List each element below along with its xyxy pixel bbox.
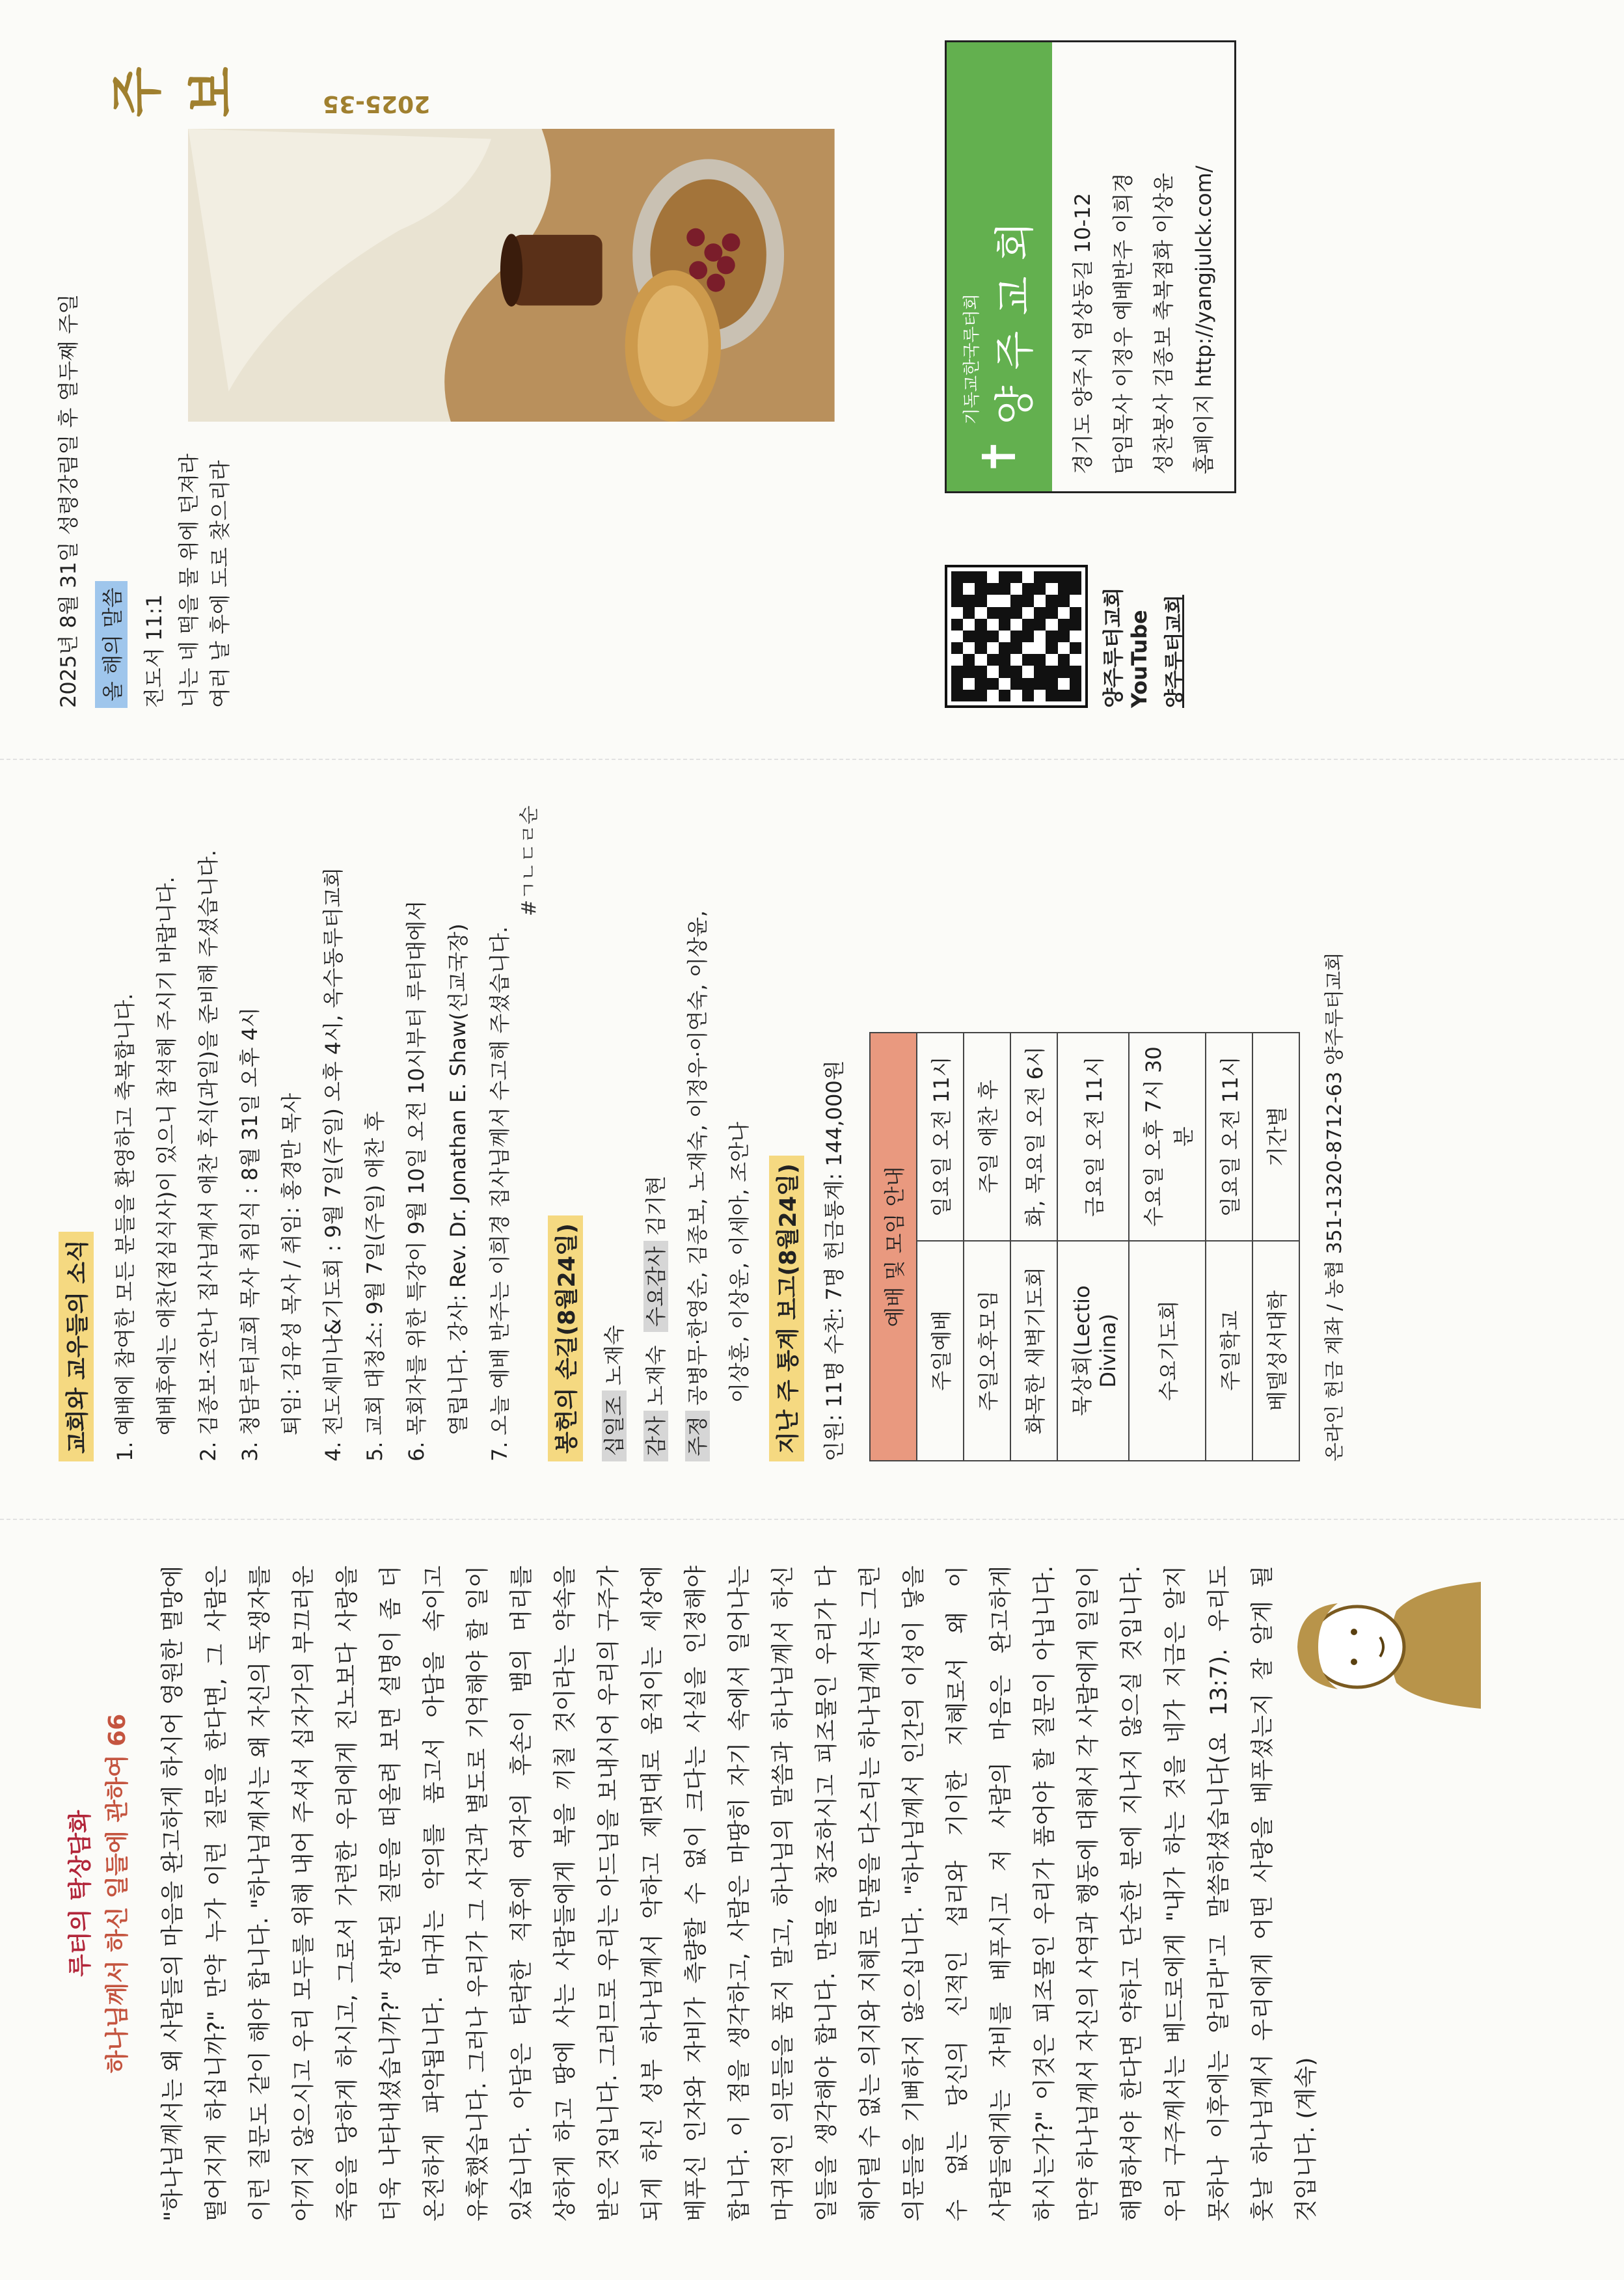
denomination: 기독교한국루터회: [962, 293, 982, 425]
church-deacons: 성찬봉사 김종보 축복점화 이상윤: [1151, 172, 1176, 474]
offering-list: [593, 806, 760, 1461]
table-row: 주일예배 일요일 오전 11시: [917, 1033, 964, 1461]
table-row: 묵상회(Lectio Divina) 금요일 오전 11시: [1057, 1033, 1129, 1461]
table-row: 베델성서대학 기간별: [1252, 1033, 1299, 1461]
youtube-label[interactable]: 양주루터교회 YouTube: [1101, 587, 1152, 708]
list-item: 1. 예배에 참여한 모든 분들을 환영하고 축복합니다.: [113, 993, 137, 1461]
list-item: 열립니다. 강사: Rev. Dr. Jonathan E. Shaw(선교국장): [446, 923, 470, 1435]
church-name: 양주교회: [991, 206, 1038, 425]
verse-text: 너는 네 떡을 물 위에 던져라 여러 날 후에 도로 찾으리라: [176, 454, 232, 708]
cover-panel: [0, 0, 1624, 760]
church-underline-label: 양주루터교회: [1163, 595, 1186, 708]
luther-portrait-icon: [1286, 1566, 1481, 1728]
list-item: 3. 청담루터교회 목사 취임식 : 8월 31일 오후 4시: [237, 1007, 262, 1461]
news-heading: 교회와 교우들의 소식: [59, 1232, 94, 1461]
worship-schedule-table: [869, 1032, 1300, 1461]
stats-line: 인원: 11명 수찬: 7명 헌금통계: 144,000원: [822, 1060, 846, 1461]
church-homepage[interactable]: 홈페이지 http://yangjulck.com/: [1191, 165, 1216, 474]
bulletin-header: [95, 39, 928, 117]
list-item: 4. 전도세미나&기도회 : 9월 7일(주일) 오후 4시, 옥수동루터교회: [321, 867, 345, 1461]
offering-heading: 봉헌의 손길(8월24일): [548, 1215, 583, 1461]
church-card-header: [947, 42, 1052, 491]
church-info: [945, 39, 1236, 708]
list-item: 이상훈, 이상운, 이세아, 조안나: [727, 1122, 751, 1403]
verse-reference: 전도서 11:1: [142, 594, 167, 708]
table-row: 화목한 새벽기도회 화, 목요일 오전 6시: [1010, 1033, 1057, 1461]
table-title: 예배 및 모임 안내: [870, 1033, 917, 1461]
list-item: 주정공병무·한영순, 김종보, 노재숙, 이정우·이연숙, 이상윤,: [677, 806, 718, 1461]
list-item: 2. 김종보·조안나 집사님께서 애찬 후식(과일)을 준비해 주셨습니다.: [196, 850, 221, 1461]
list-item: 십일조노재숙: [593, 806, 635, 1461]
table-talk-panel: [0, 1520, 1624, 2280]
communion-photo: [95, 129, 928, 422]
list-item: 5. 교회 대청소: 9월 7일(주일) 애찬 후: [362, 1111, 387, 1461]
table-row: 주일학교 일요일 오전 11시: [1206, 1033, 1252, 1461]
table-talk-title: 루터의 탁상담화: [67, 1810, 94, 1977]
table-talk-body: "하나님께서는 왜 사람들의 마음을 완고하게 하시어 영원한 멸망에 떨어지게 하십니까?" 만약 누가 이런 질문을 한다면, 그 사람은 이런 질문도 같이 해야 합니다. "하나님께서는 왜 자신의 독생자를 아끼지 않으시고 우리 모두를 위해 내어 주셔서 십자가의 부끄러운 죽음을 당하게 하시고, 그로서 가련한 우리에게 진노보다 사랑을 더욱 나타내셨습니까?" 상반된 질문을 떠올려 보면 설명이 좀 더 온전하게 파악됩니다. 마귀는 악의를 품고서 아담을 속이고 유혹했습니다. 그러나 우리가 그 사건과 별도로 기억해야 할 일이 있습니다. 아담은 타락한 직후에 여자의 후손이 뱀의 머리를 상하게 하고 땅에 사는 사람들에게 복을 끼칠 것이라는 약속을 받은 것입니다. 그러므로 우리는 아드님을 보내시어 우리의 구주가 되게 하신 성부 하나님께서 악하고 제멋대로 움직이는 세상에 베푸신 인자와 자비가 측량할 수 없이 크다는 사실을 인정해야 합니다. 이 점을 생각하고, 사람은 마땅히 자기 속에서 일어나는 마귀적인 의문들을 품지 말고, 하나님의 말씀과 하나님께서 하신 일들을 생각해야 합니다. 만물을 창조하시고 피조물인 우리가 다 헤아릴 수 없는 의지와 지혜로 만물을 다스리는 하나님께서는 그런 의문들을 기뻐하지 않으십니다. "하나님께서 인간의 이성이 닿을 수 없는 당신의 신적인 섭리와 기이한 지혜로서 왜 이 사람들에게는 자비를 베푸시고 저 사람의 마음은 완고하게 하시는가?" 이것은 피조물인 우리가 품어야 할 질문이 아닙니다. 만약 하나님께서 자신의 사역과 행동에 대해서 각 사람에게 일일이 해명하셔야 한다면 약하고 단순한 분에 지나지 않으실 것입니다. 우리 구주께서는 베드로에게 "내가 하는 것을 네가 지금은 알지 못하나 이후에는 알리라"고 말씀하셨습니다(요 13:7). 우리도 훗날 하나님께서 우리에게 어떤 사랑을 베푸셨는지 잘 알게 될 것입니다. (계속): [160, 1566, 1320, 2221]
table-talk-subtitle: 하나님께서 하신 일들에 관하여 66: [104, 1713, 131, 2074]
qr-code-icon[interactable]: [945, 565, 1088, 708]
list-item: 6. 목회자를 위한 특강이 9월 10일 오전 10시부터 루터대에서: [404, 900, 429, 1461]
list-item: 7. 오늘 예배 반주는 이희경 집사님께서 수고해 주셨습니다.: [487, 926, 512, 1461]
news-list: [104, 806, 521, 1461]
list-item: 퇴임: 김유성 목사 / 취임: 홍경만 목사: [279, 1092, 304, 1435]
news-panel: [0, 760, 1624, 1520]
stats-heading: 지난 주 통계 보고(8월24일): [769, 1156, 804, 1461]
youtube-block: [945, 513, 1187, 708]
list-item: 예배후에는 애찬(점심식사)이 있으니 참석해 주시기 바랍니다.: [154, 876, 179, 1435]
bulletin-number: 2025-35: [323, 90, 431, 117]
offering-account: 온라인 헌금 계좌 / 농협 351-1320-8712-63 양주루터교회: [1323, 952, 1346, 1461]
church-card: [945, 40, 1236, 493]
table-row: 주일오후모임 주일 애찬 후: [964, 1033, 1010, 1461]
bulletin-title: 주보: [107, 66, 242, 117]
church-card-body: [1052, 42, 1234, 491]
cover-hero: [95, 39, 928, 708]
service-date: 2025년 8월 31일 성령강림일 후 열두째 주일: [56, 293, 81, 708]
church-pastor: 담임목사 이정우 예배반주 이희경: [1111, 172, 1135, 474]
verse-tag: 올 해의 말씀: [95, 581, 128, 708]
year-verse: [95, 428, 928, 708]
church-address: 경기도 양주시 엄상동길 10-12: [1070, 193, 1095, 474]
cross-icon: ✝: [973, 437, 1026, 476]
list-item: 감사노재숙 수요감사김기현: [635, 806, 677, 1461]
hashtag-note: #ㄱㄴㄷㄹ순: [518, 806, 541, 917]
table-row: 수요기도회 수요일 오후 7시 30분: [1129, 1033, 1206, 1461]
